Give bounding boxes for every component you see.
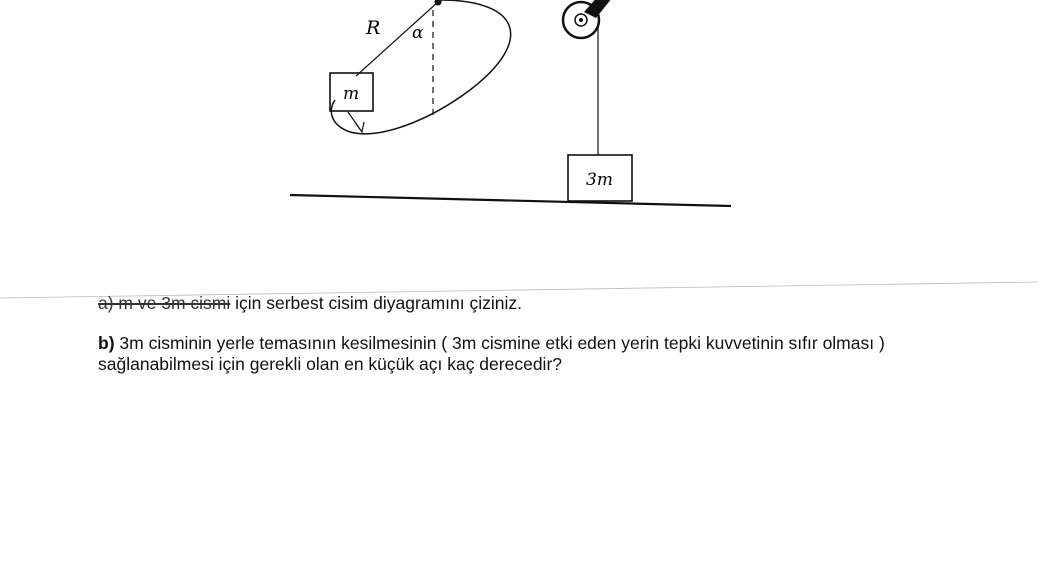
ground-line — [290, 195, 731, 206]
radius-line — [356, 2, 438, 76]
question-b-text: 3m cisminin yerle temasının kesilmesinin ( 3m cismine etki eden yerin tepki kuvvetinin sıfır olması ) sağlanabilmesi için gerekli olan en küçük açı kaç derecedir? — [98, 333, 885, 374]
question-b — [98, 333, 918, 375]
question-a-text: için serbest cisim diyagramını çiziniz. — [230, 293, 522, 313]
path-arrow — [348, 112, 364, 132]
mass-m-label: m — [343, 84, 360, 104]
circular-path — [331, 0, 510, 134]
question-a — [98, 293, 522, 314]
mass-3m-label: 3m — [586, 170, 613, 190]
angle-label: α — [412, 23, 424, 43]
radius-label: R — [366, 17, 381, 39]
pulley-axle — [579, 18, 583, 22]
question-a-prefix: a) m ve 3m cismi — [98, 293, 231, 313]
question-b-marker: b) — [98, 333, 115, 353]
